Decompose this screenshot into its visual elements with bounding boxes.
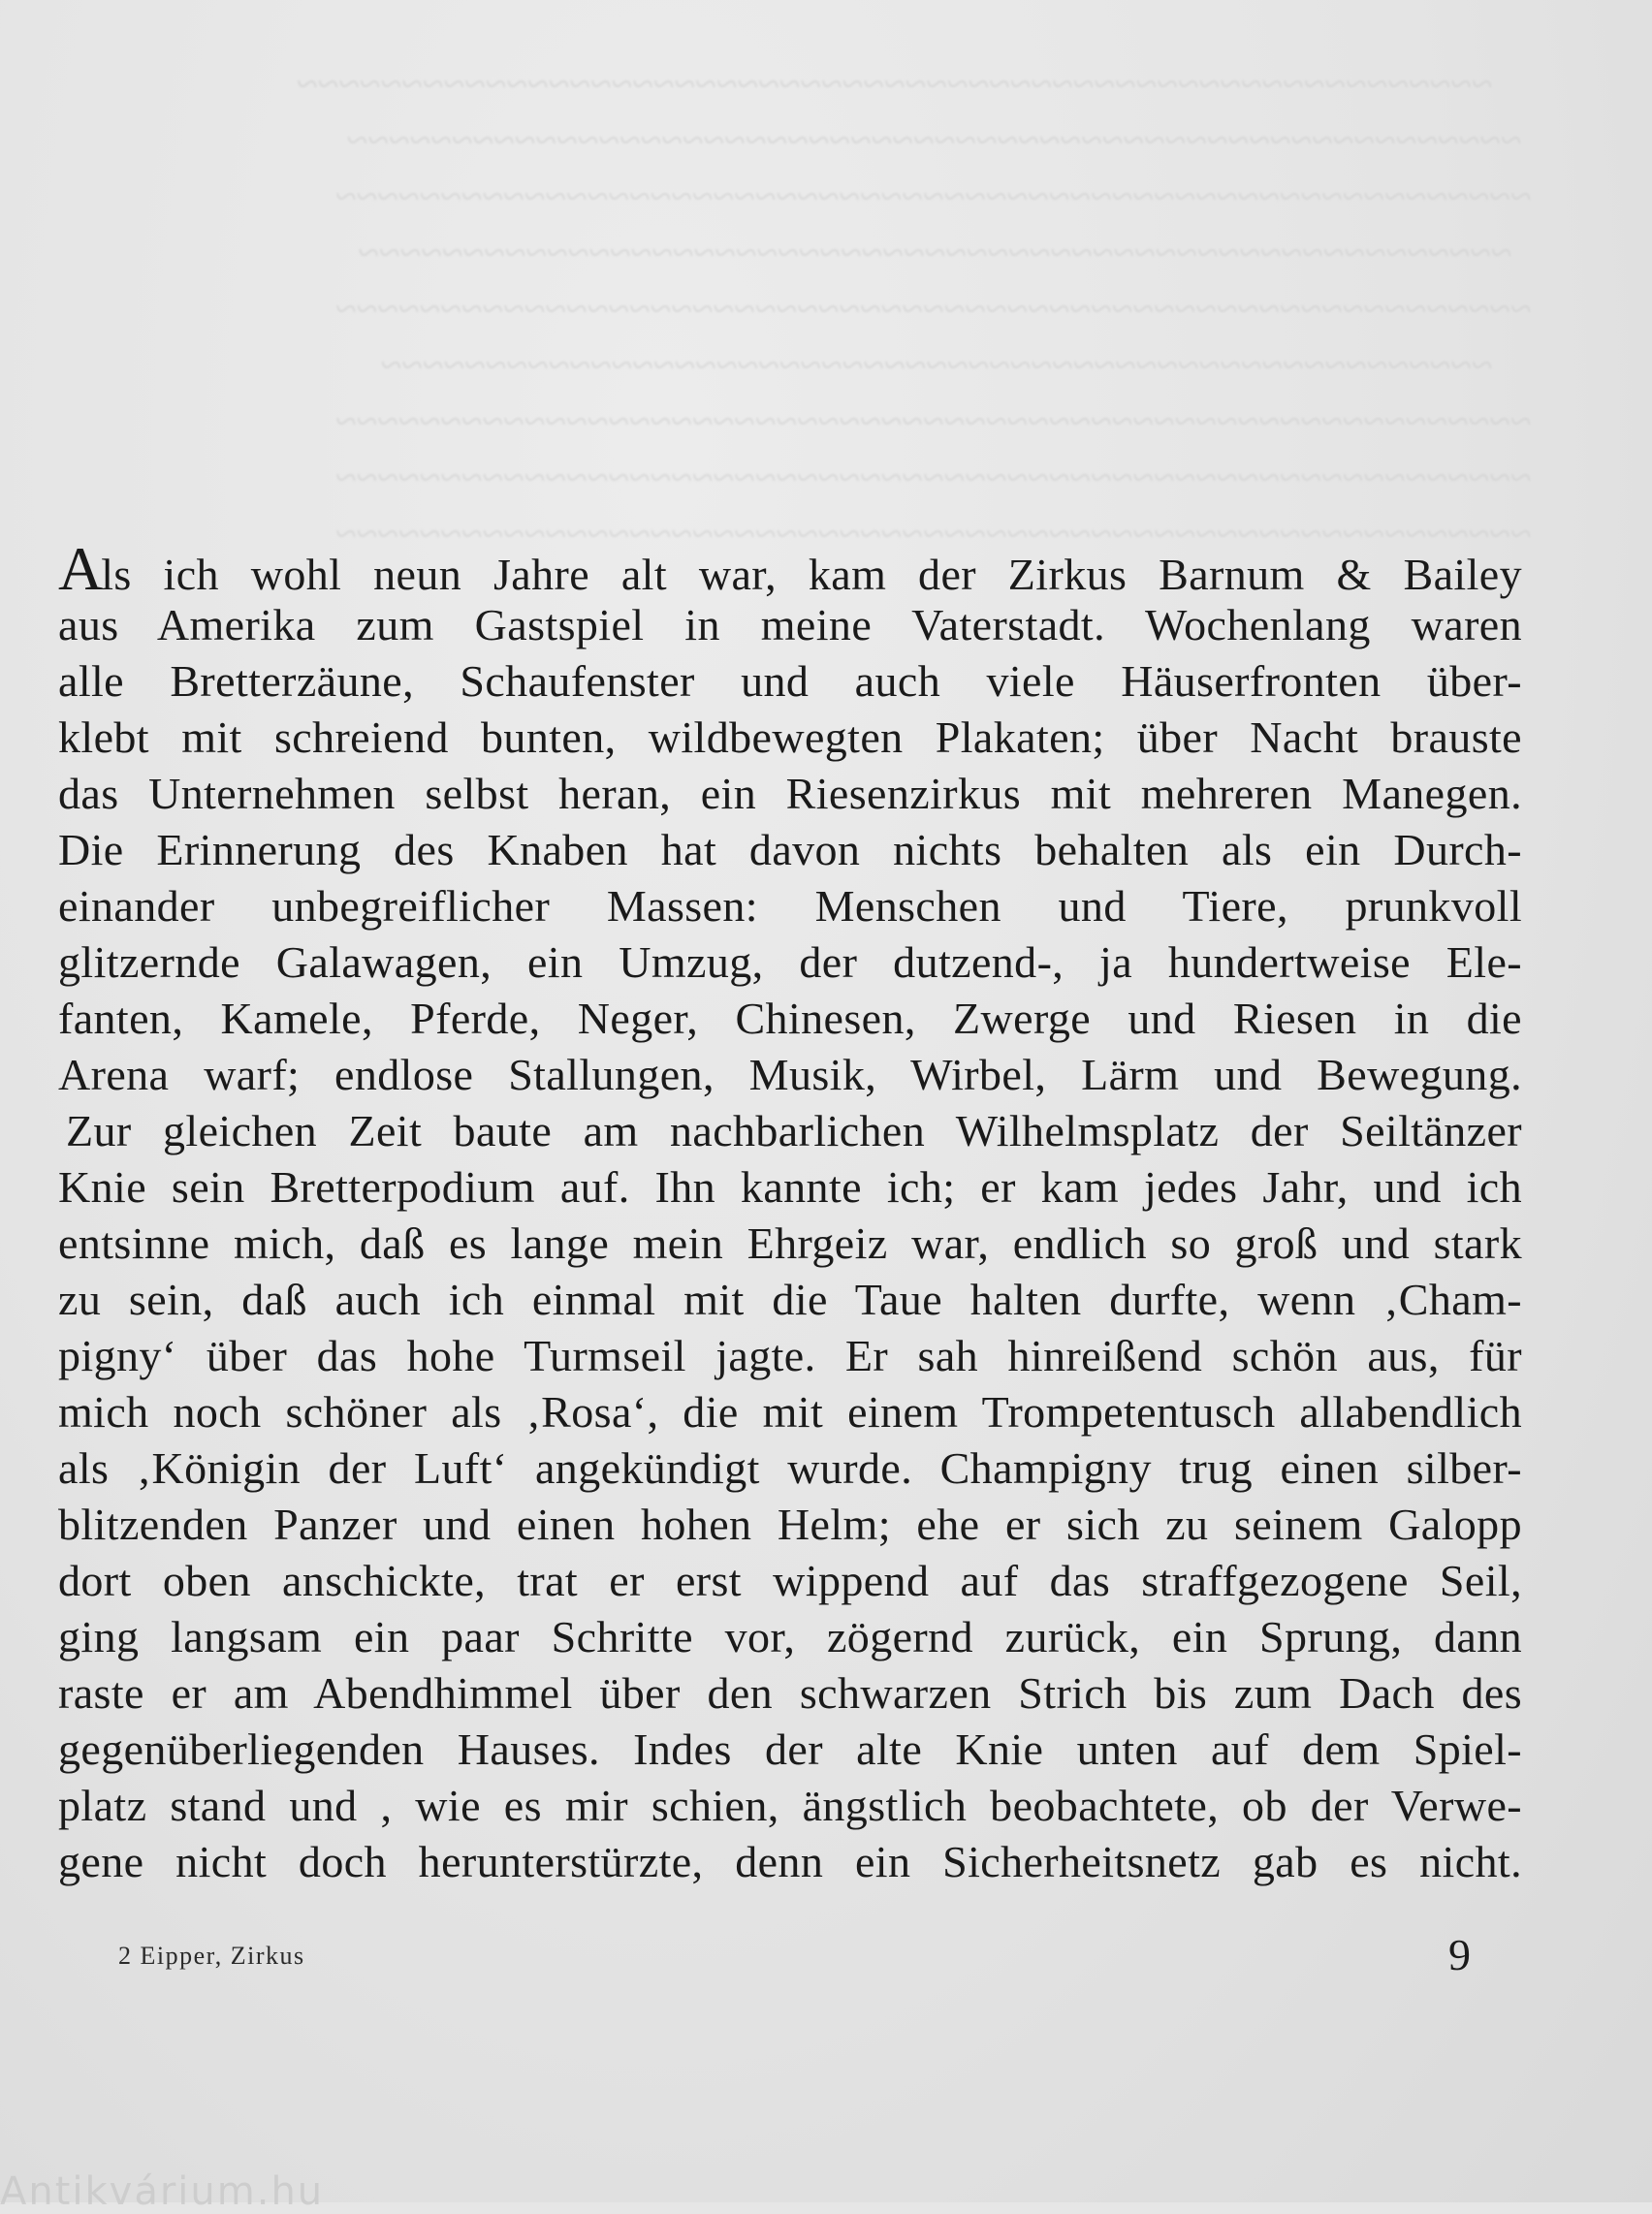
text-line-17: als ‚Königin der Luft‘ angekündigt wurde. Champigny trug einen silber- bbox=[58, 1443, 1522, 1493]
signature-mark: 2 Eipper, Zirkus bbox=[118, 1942, 305, 1970]
text-line-6: Die Erinnerung des Knaben hat davon nichts behalten als ein Durch- bbox=[58, 825, 1522, 874]
text-line-11: Zur gleichen Zeit baute am nachbarlichen Wilhelmsplatz der Seiltänzer bbox=[66, 1106, 1522, 1155]
text-line-24: gene nicht doch herunterstürzte, denn ein Sicherheitsnetz gab es nicht. bbox=[58, 1837, 1522, 1886]
text-line-8: glitzernde Galawagen, ein Umzug, der dutzend-, ja hundertweise Ele- bbox=[58, 937, 1522, 987]
text-line-22: gegenüberliegenden Hauses. Indes der alte Knie unten auf dem Spiel- bbox=[58, 1724, 1522, 1774]
text-line-12: Knie sein Bretterpodium auf. Ihn kannte ich; er kam jedes Jahr, und ich bbox=[58, 1162, 1522, 1212]
text-line-14: zu sein, daß auch ich einmal mit die Taue halten durfte, wenn ‚Cham- bbox=[58, 1275, 1522, 1324]
page-number: 9 bbox=[1448, 1930, 1471, 1979]
watermark: Antikvárium.hu bbox=[0, 2169, 325, 2214]
text-line-13: entsinne mich, daß es lange mein Ehrgeiz war, endlich so groß und stark bbox=[58, 1218, 1522, 1268]
text-line-15: pigny‘ über das hohe Turmseil jagte. Er sah hinreißend schön aus, für bbox=[58, 1331, 1522, 1380]
text-line-21: raste er am Abendhimmel über den schwarzen Strich bis zum Dach des bbox=[58, 1668, 1522, 1718]
text-line-4: klebt mit schreiend bunten, wildbewegten Plakaten; über Nacht brauste bbox=[58, 712, 1522, 762]
text-line-1-rest: ls ich wohl neun Jahre alt war, kam der Zirkus Barnum & Bailey bbox=[101, 550, 1522, 599]
text-line-5: das Unternehmen selbst heran, ein Riesenzirkus mit mehreren Manegen. bbox=[58, 769, 1522, 818]
text-line-1 bbox=[58, 534, 1522, 603]
text-line-23: platz stand und , wie es mir schien, ängstlich beobachtete, ob der Verwe- bbox=[58, 1781, 1522, 1830]
show-through-text bbox=[242, 0, 1551, 555]
text-line-18: blitzenden Panzer und einen hohen Helm; ehe er sich zu seinem Galopp bbox=[58, 1500, 1522, 1549]
text-line-10: Arena warf; endlose Stallungen, Musik, Wirbel, Lärm und Bewegung. bbox=[58, 1050, 1522, 1099]
text-line-7: einander unbegreiflicher Massen: Menschen und Tiere, prunkvoll bbox=[58, 881, 1522, 931]
text-line-16: mich noch schöner als ‚Rosa‘, die mit einem Trompetentusch allabendlich bbox=[58, 1387, 1522, 1437]
text-line-20: ging langsam ein paar Schritte vor, zögernd zurück, ein Sprung, dann bbox=[58, 1612, 1522, 1661]
text-line-3: alle Bretterzäune, Schaufenster und auch viele Häuserfronten über- bbox=[58, 656, 1522, 706]
text-line-2: aus Amerika zum Gastspiel in meine Vaterstadt. Wochenlang waren bbox=[58, 600, 1522, 649]
drop-initial: A bbox=[58, 534, 102, 603]
text-line-9: fanten, Kamele, Pferde, Neger, Chinesen, Zwerge und Riesen in die bbox=[58, 994, 1522, 1043]
body-text bbox=[58, 534, 1522, 1890]
show-through-texture: ~~~~~~~~~~~~~~~~~~~~~~~~~~~~~~~~~~~~~~~~~~~~~~~~~~~~~~~~~ ~~~~~~~~~~~~~~~~~~~~~~~~~~~~~~~~~~~~~~~~~~~~~~~~~~~~~~~~ ~~~~~~~~~~~~~~~~~~~~~~~~~~~~~~~~~~~~~~~~~~~~~~~~~~~~~~~~~ ~~~~~~~~~~~~~~~~~~~~~~~~~~~~~~~~~~~~~~~~~~~~~~~~~~~~~~~ ~~~~~~~~~~~~~~~~~~~~~~~~~~~~~~~~~~~~~~~~~~~~~~~~~~~~~~~~~ ~~~~~~~~~~~~~~~~~~~~~~~~~~~~~~~~~~~~~~~~~~~~~~~~~~~~~ ~~~~~~~~~~~~~~~~~~~~~~~~~~~~~~~~~~~~~~~~~~~~~~~~~~~~~~~~~ ~~~~~~~~~~~~~~~~~~~~~~~~~~~~~~~~~~~~~~~~~~~~~~~~~~~~~~~~~ ~~~~~~~~~~~~~~~~~~~~~~~~~~~~~~~~~~~~~~~~~~~~~~~~~~~~~~~~~ bbox=[297, 62, 1532, 555]
text-line-19: dort oben anschickte, trat er erst wippend auf das straffgezogene Seil, bbox=[58, 1556, 1522, 1605]
